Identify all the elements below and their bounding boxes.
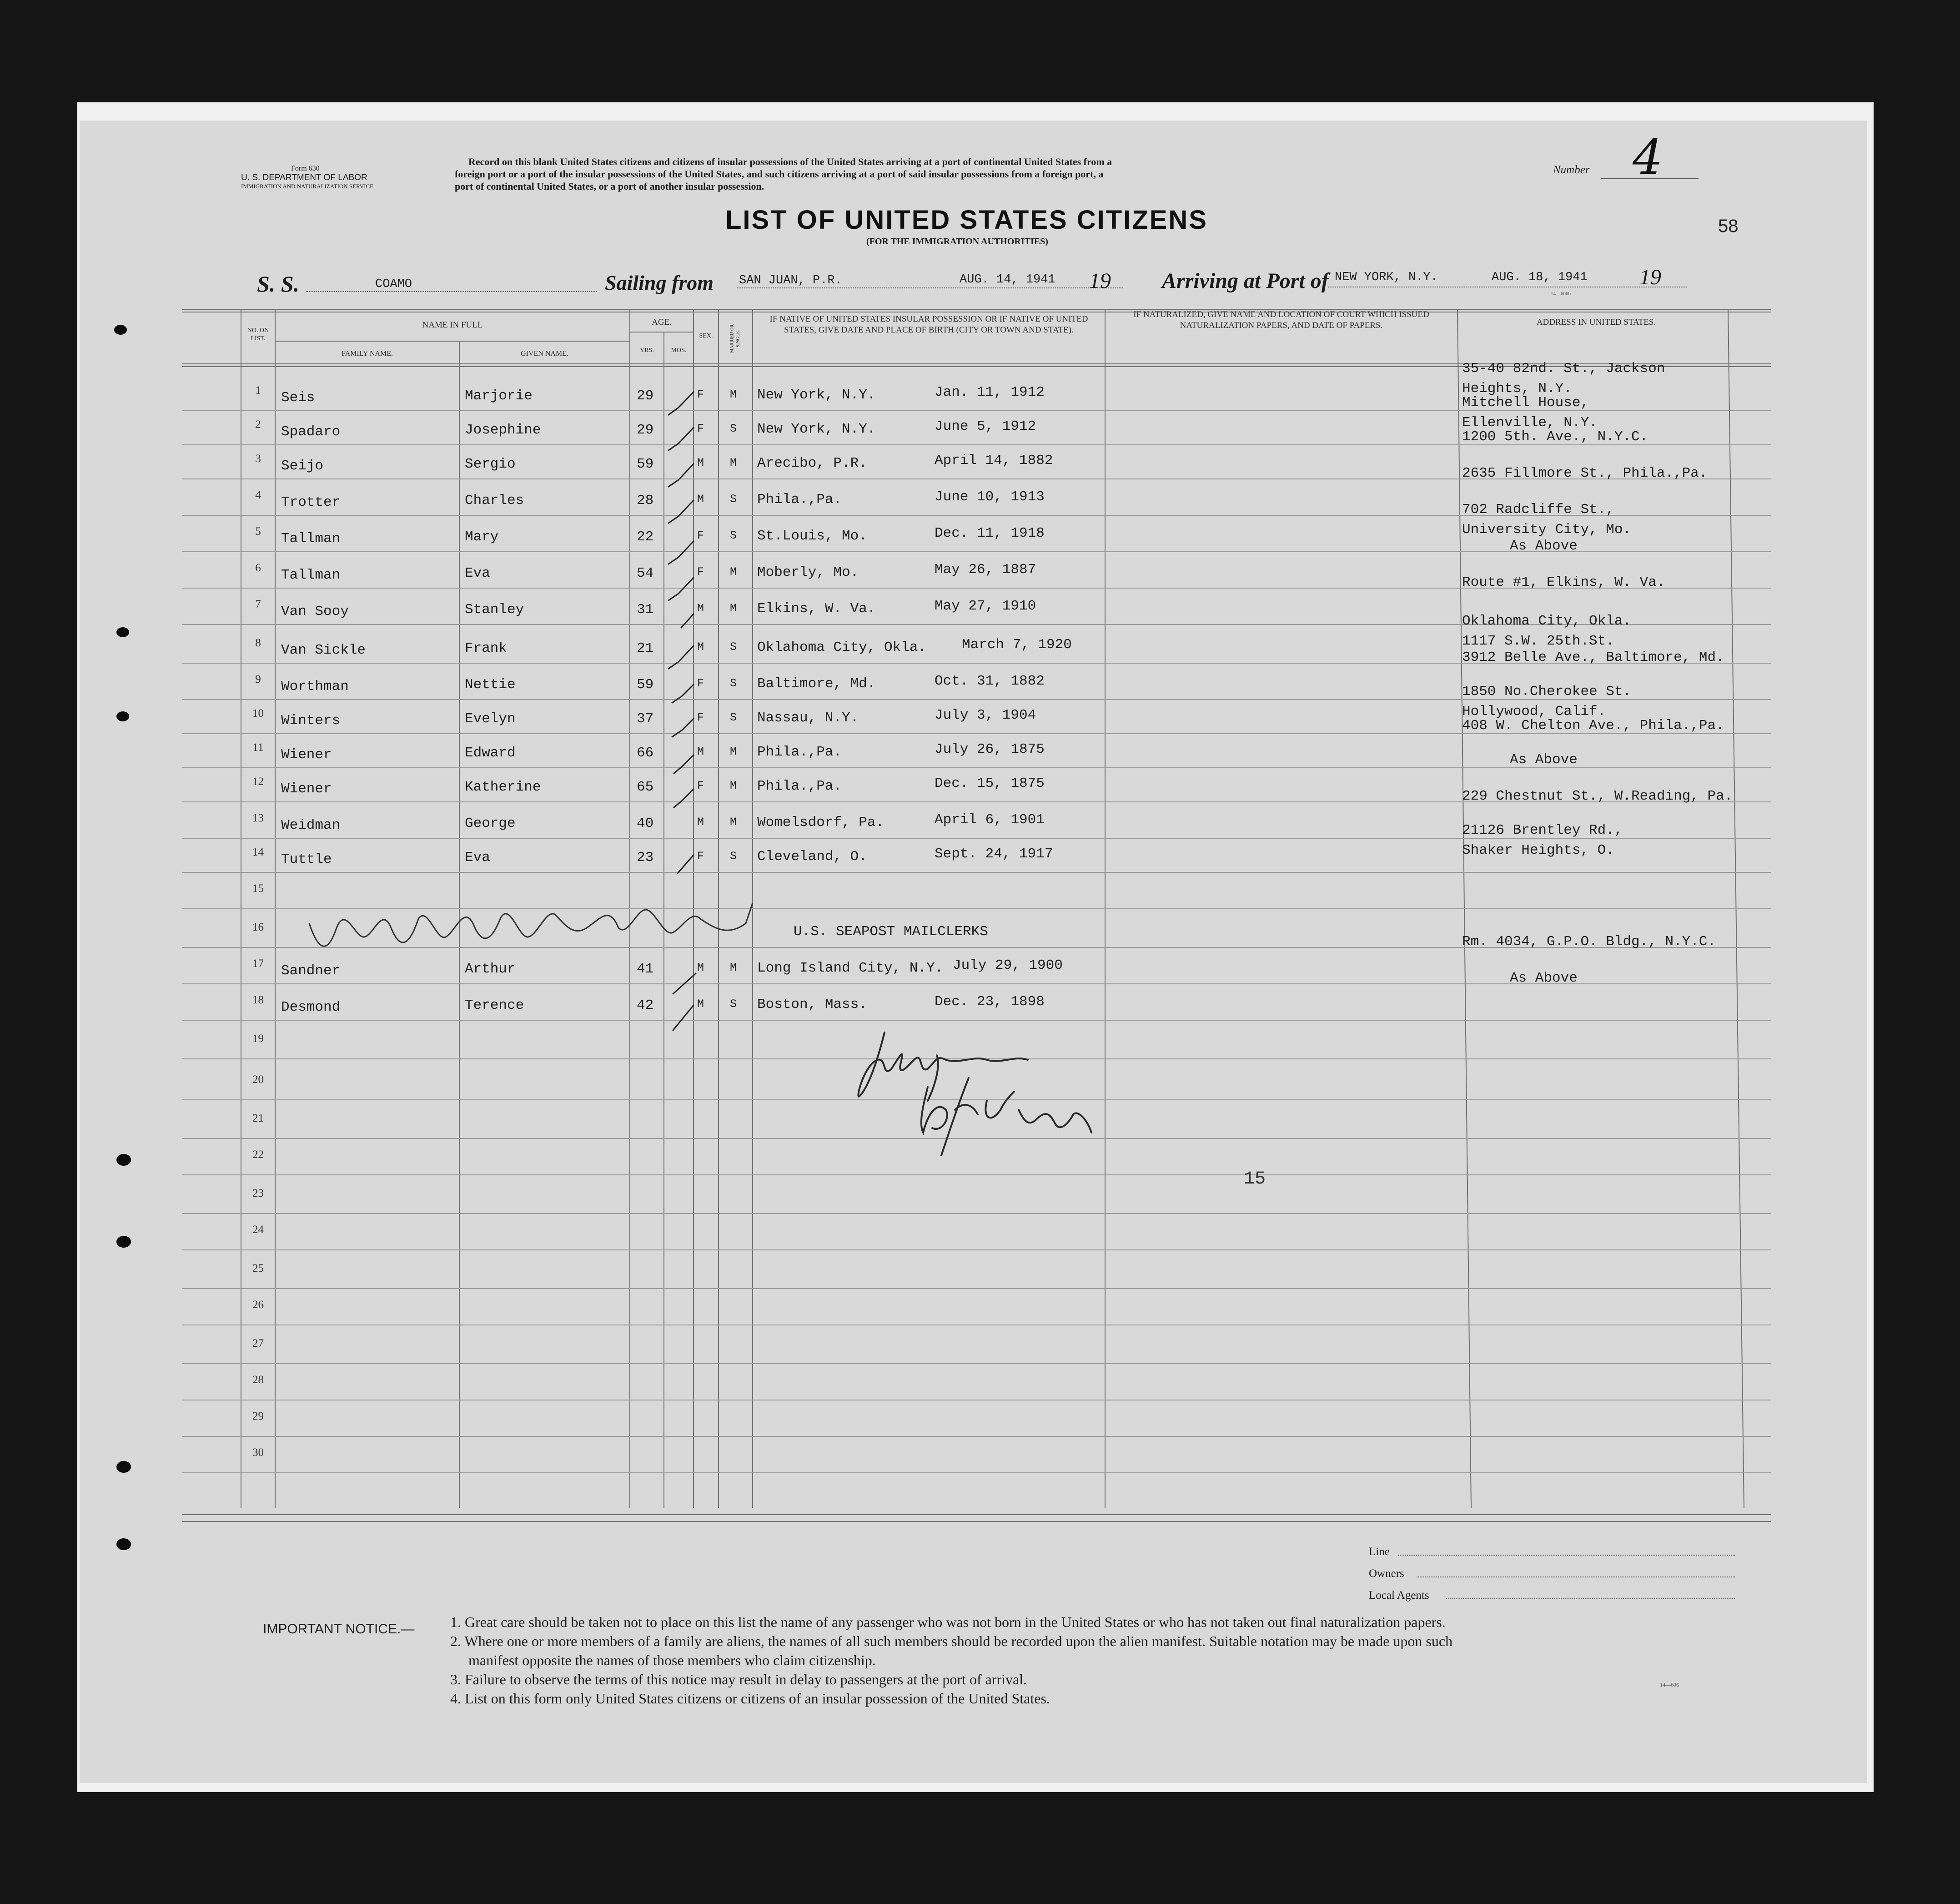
col-header-family-name: FAMILY NAME. <box>341 350 393 358</box>
col-header-mos: MOS. <box>671 347 687 354</box>
col-header-given-name: GIVEN NAME. <box>521 350 568 358</box>
cell-age: 54 <box>637 565 654 581</box>
cell-family: Wiener <box>281 747 332 763</box>
cell-addr2: Hollywood, Calif. <box>1462 704 1606 720</box>
sailing-label: Sailing from <box>605 271 714 294</box>
cell-addr1: As Above <box>1510 752 1578 768</box>
cell-given: Stanley <box>465 602 524 618</box>
cell-date: July 26, 1875 <box>935 741 1045 757</box>
cell-date: April 6, 1901 <box>935 812 1045 828</box>
col-header-age: AGE. <box>652 317 672 327</box>
agents-label: Local Agents <box>1369 1589 1429 1602</box>
cell-given: Frank <box>465 640 508 656</box>
cell-addr1: Oklahoma City, Okla. <box>1462 613 1632 629</box>
inspector-signature-text <box>864 1037 869 1038</box>
cancel-squiggle <box>309 903 753 946</box>
cell-given: Arthur <box>465 961 516 977</box>
cell-date: Oct. 31, 1882 <box>935 673 1045 689</box>
cell-no: 5 <box>255 525 261 538</box>
cell-date: Dec. 23, 1898 <box>935 994 1045 1010</box>
cell-place: Oklahoma City, Okla. <box>757 640 927 655</box>
cell-age: 66 <box>637 745 654 761</box>
cell-place: U.S. SEAPOST MAILCLERKS <box>794 924 988 940</box>
cell-age: 31 <box>637 602 654 618</box>
cell-given: Charles <box>465 493 524 509</box>
cell-place: Boston, Mass. <box>757 997 867 1012</box>
cell-family: Worthman <box>281 679 349 695</box>
cell-given: Eva <box>465 850 490 866</box>
cell-addr1: 1850 No.Cherokee St. <box>1462 684 1632 700</box>
cell-no: 15 <box>252 882 264 895</box>
cell-addr1: As Above <box>1510 538 1578 554</box>
cell-addr1: Mitchell House, <box>1462 395 1589 411</box>
col-header-address: ADDRESS IN UNITED STATES. <box>1536 317 1656 327</box>
cell-age: 29 <box>637 388 654 404</box>
cell-sex: M <box>697 640 704 654</box>
col-header-yrs: YRS. <box>640 347 654 354</box>
cell-sex: F <box>697 529 704 542</box>
print-code-top: 14—606b <box>1551 291 1571 297</box>
cell-sex: M <box>697 997 704 1011</box>
cell-ms: M <box>730 602 737 615</box>
cell-no: 19 <box>252 1033 264 1045</box>
cell-age: 22 <box>637 529 654 545</box>
cell-family: Van Sickle <box>281 642 366 658</box>
arriving-date: AUG. 18, 1941 <box>1492 271 1588 284</box>
cell-date: Dec. 11, 1918 <box>935 525 1045 541</box>
col-header-sex: SEX. <box>699 332 713 339</box>
cell-family: Trotter <box>281 494 341 510</box>
cell-no: 1 <box>255 384 261 397</box>
col-header-married: MARRIED OR SINGLE. <box>729 324 740 353</box>
cell-ms: M <box>730 816 737 829</box>
notice-1: 1. Great care should be taken not to place on this list the name of any passenger who was not born in the United States or who has not taken out final naturalization papers. <box>450 1614 1446 1630</box>
cell-no: 9 <box>255 673 261 685</box>
form-number: Form 630 <box>291 165 320 172</box>
cell-ms: S <box>730 640 737 654</box>
cell-given: Nettie <box>465 677 516 693</box>
notice-2: 2. Where one or more members of a family are aliens, the names of all such members should be recorded upon the alien manifest. Suitable notation may be made upon such <box>450 1633 1453 1649</box>
cell-sex: M <box>697 745 704 758</box>
cell-ms: M <box>730 565 737 579</box>
cell-ms: M <box>730 961 737 974</box>
cell-sex: M <box>697 816 704 829</box>
cell-addr1: 229 Chestnut St., W.Reading, Pa. <box>1462 788 1733 804</box>
cell-ms: S <box>730 493 737 506</box>
cell-sex: M <box>697 493 704 506</box>
cell-addr1: Rm. 4034, G.P.O. Bldg., N.Y.C. <box>1462 934 1716 950</box>
arriving-year-suffix: 19 <box>1639 265 1661 289</box>
cell-addr2: University City, Mo. <box>1462 522 1632 538</box>
cell-given: Marjorie <box>465 388 533 404</box>
cell-age: 37 <box>637 711 654 727</box>
cell-date: May 26, 1887 <box>935 562 1036 578</box>
inspector-signature <box>858 1033 1091 1155</box>
cell-place: Phila.,Pa. <box>757 492 842 508</box>
cell-given: Evelyn <box>465 711 516 727</box>
form-subtitle: (FOR THE IMMIGRATION AUTHORITIES) <box>866 237 1048 247</box>
cell-family: Tallman <box>281 531 341 547</box>
cell-addr1: 3912 Belle Ave., Baltimore, Md. <box>1462 650 1724 665</box>
cell-no: 27 <box>252 1337 264 1350</box>
cell-age: 41 <box>637 961 654 977</box>
notice-2-cont: manifest opposite the names of those members who claim citizenship. <box>468 1652 876 1668</box>
cell-no: 25 <box>252 1262 264 1274</box>
cell-date: Sept. 24, 1917 <box>935 846 1053 862</box>
cell-no: 12 <box>252 776 264 788</box>
cell-no: 16 <box>252 921 264 933</box>
cell-family: Seijo <box>281 458 324 474</box>
page-number: 58 <box>1718 216 1739 236</box>
cell-place: New York, N.Y. <box>757 421 876 437</box>
cell-given: Mary <box>465 529 499 545</box>
cell-ms: S <box>730 997 737 1011</box>
cell-age: 42 <box>637 997 654 1013</box>
cell-ms: M <box>730 388 737 401</box>
cell-sex: F <box>697 779 704 792</box>
cell-no: 2 <box>255 418 261 431</box>
ship-name: COAMO <box>375 277 412 291</box>
cell-given: Josephine <box>465 422 541 438</box>
cell-no: 23 <box>252 1187 264 1199</box>
cell-no: 24 <box>252 1224 264 1236</box>
cell-family: Wiener <box>281 781 332 797</box>
department-name: U. S. DEPARTMENT OF LABOR <box>241 173 367 182</box>
cell-given: Eva <box>465 565 490 581</box>
cell-given: George <box>465 816 516 831</box>
cell-ms: M <box>730 779 737 792</box>
cell-place: St.Louis, Mo. <box>757 528 867 544</box>
cell-sex: F <box>697 677 704 690</box>
cell-place: Long Island City, N.Y. <box>757 960 944 976</box>
cell-no: 18 <box>252 994 264 1006</box>
cell-date: May 27, 1910 <box>935 598 1036 614</box>
cell-sex: M <box>697 602 704 615</box>
cell-sex: F <box>697 422 704 435</box>
arriving-port: NEW YORK, N.Y. <box>1335 271 1438 284</box>
col-header-birth: IF NATIVE OF UNITED STATES INSULAR POSSESSION OR IF NATIVE OF UNITED STATES, GIVE DATE AND PLACE OF BIRTH (CITY OR TOWN AND STATE). <box>769 314 1088 335</box>
cell-place: Cleveland, O. <box>757 849 867 865</box>
notice-4: 4. List on this form only United States citizens or citizens of an insular possession of the United States. <box>450 1690 1050 1707</box>
stamp-number: 15 <box>1244 1169 1266 1189</box>
number-label: Number <box>1553 164 1590 176</box>
instruction-line-1: Record on this blank United States citizens and citizens of insular possessions of the United States arriving at a port of continental United States from a <box>468 156 1112 167</box>
cell-date: June 5, 1912 <box>935 418 1036 434</box>
cell-date: April 14, 1882 <box>935 453 1053 468</box>
ditto-check-marks <box>668 392 696 1030</box>
cell-given: Terence <box>465 997 524 1013</box>
cell-family: Spadaro <box>281 424 341 440</box>
cell-place: New York, N.Y. <box>757 387 876 403</box>
cell-no: 6 <box>255 562 261 574</box>
cell-no: 13 <box>252 812 264 824</box>
cell-date: March 7, 1920 <box>962 637 1072 653</box>
cell-addr1: As Above <box>1510 970 1578 986</box>
cell-family: Seis <box>281 390 315 406</box>
cell-no: 7 <box>255 598 261 610</box>
cell-given: Sergio <box>465 456 516 472</box>
cell-no: 20 <box>252 1073 264 1086</box>
form-title: LIST OF UNITED STATES CITIZENS <box>725 205 1208 235</box>
cell-date: July 29, 1900 <box>953 957 1063 973</box>
cell-ms: S <box>730 422 737 435</box>
cell-addr1: 2635 Fillmore St., Phila.,Pa. <box>1462 465 1708 481</box>
cell-family: Sandner <box>281 963 341 979</box>
cell-no: 11 <box>252 741 264 754</box>
col-header-name-in-full: NAME IN FULL <box>422 320 483 330</box>
arriving-label: Arriving at Port of <box>1162 269 1329 293</box>
cell-no: 10 <box>252 707 264 720</box>
cell-addr1: 21126 Brentley Rd., <box>1462 822 1623 838</box>
cell-place: Moberly, Mo. <box>757 564 859 580</box>
cell-family: Weidman <box>281 817 341 833</box>
cell-place: Phila.,Pa. <box>757 744 842 760</box>
cell-family: Desmond <box>281 999 341 1015</box>
ship-label: S. S. <box>257 271 300 297</box>
line-label: Line <box>1369 1546 1390 1558</box>
service-name: IMMIGRATION AND NATURALIZATION SERVICE <box>241 183 374 190</box>
cell-ms: S <box>730 529 737 542</box>
cell-family: Van Sooy <box>281 604 349 620</box>
sailing-from: SAN JUAN, P.R. <box>739 274 842 287</box>
cell-age: 59 <box>637 456 654 472</box>
cell-addr1: 35-40 82nd. St., Jackson <box>1462 361 1665 377</box>
cell-no: 3 <box>255 453 261 465</box>
line-dots <box>1398 1555 1735 1556</box>
cell-addr2: Heights, N.Y. <box>1462 381 1572 397</box>
print-code: 14—606 <box>1660 1682 1679 1688</box>
cell-family: Tallman <box>281 567 341 583</box>
cell-age: 29 <box>637 422 654 438</box>
cell-age: 59 <box>637 677 654 693</box>
instruction-line-3: port of continental United States, or a port of another insular possession. <box>455 181 764 192</box>
cell-ms: S <box>730 677 737 690</box>
cell-addr1: 702 Radcliffe St., <box>1462 502 1614 518</box>
cell-sex: F <box>697 565 704 579</box>
cell-no: 22 <box>252 1148 264 1161</box>
notice-label: IMPORTANT NOTICE.— <box>263 1622 415 1637</box>
sailing-year-suffix: 19 <box>1089 269 1111 293</box>
cell-no: 26 <box>252 1299 264 1311</box>
cell-no: 28 <box>252 1374 264 1386</box>
agents-dots <box>1446 1598 1735 1599</box>
cell-sex: M <box>697 961 704 974</box>
cell-sex: M <box>697 456 704 469</box>
cell-place: Phila.,Pa. <box>757 778 842 794</box>
cell-age: 65 <box>637 779 654 795</box>
cell-ms: M <box>730 456 737 469</box>
cell-date: June 10, 1913 <box>935 489 1045 505</box>
cell-given: Katherine <box>465 779 541 795</box>
cell-given: Edward <box>465 745 516 761</box>
cell-family: Winters <box>281 713 341 729</box>
col-header-naturalized: IF NATURALIZED, GIVE NAME AND LOCATION OF COURT WHICH ISSUED NATURALIZATION PAPERS, AND DATE OF PAPERS. <box>1133 310 1429 330</box>
cell-addr1: 408 W. Chelton Ave., Phila.,Pa. <box>1462 718 1724 734</box>
cell-no: 4 <box>255 489 261 501</box>
cell-family: Tuttle <box>281 851 332 867</box>
cell-place: Womelsdorf, Pa. <box>757 815 885 831</box>
cell-age: 21 <box>637 640 654 656</box>
cell-no: 29 <box>252 1410 264 1422</box>
cell-date: Jan. 11, 1912 <box>935 384 1045 400</box>
cell-no: 17 <box>252 957 264 970</box>
instruction-line-2: foreign port or a port of the insular possessions of the United States, and such citizens arriving at a port of said insular possessions from a foreign port, a <box>455 168 1104 180</box>
cell-place: Elkins, W. Va. <box>757 601 876 617</box>
cell-ms: M <box>730 745 737 758</box>
cell-date: July 3, 1904 <box>935 707 1036 723</box>
cell-sex: F <box>697 850 704 863</box>
cell-no: 14 <box>252 846 264 858</box>
cell-sex: F <box>697 711 704 724</box>
cell-addr2: Shaker Heights, O. <box>1462 842 1614 858</box>
cell-place: Nassau, N.Y. <box>757 710 859 726</box>
col-header-no: NO. ON LIST. <box>247 327 269 342</box>
cell-date: Dec. 15, 1875 <box>935 776 1045 791</box>
cell-addr1: 1200 5th. Ave., N.Y.C. <box>1462 429 1648 445</box>
cell-addr2: 1117 S.W. 25th.St. <box>1462 633 1614 649</box>
notice-3: 3. Failure to observe the terms of this notice may result in delay to passengers at the port of arrival. <box>450 1671 1027 1687</box>
cell-place: Baltimore, Md. <box>757 676 876 692</box>
cell-addr1: Route #1, Elkins, W. Va. <box>1462 574 1665 590</box>
cell-addr2: Ellenville, N.Y. <box>1462 415 1598 431</box>
cell-no: 21 <box>252 1112 264 1124</box>
cell-no: 30 <box>252 1446 264 1459</box>
cell-ms: S <box>730 711 737 724</box>
cell-place: Arecibo, P.R. <box>757 455 867 471</box>
cell-age: 40 <box>637 816 654 831</box>
cell-age: 28 <box>637 493 654 509</box>
cell-ms: S <box>730 850 737 863</box>
cell-no: 8 <box>255 637 261 649</box>
cell-age: 23 <box>637 850 654 866</box>
sailing-date: AUG. 14, 1941 <box>960 273 1055 287</box>
cell-sex: F <box>697 388 704 401</box>
owners-label: Owners <box>1369 1567 1404 1580</box>
number-value: 4 <box>1633 130 1663 185</box>
